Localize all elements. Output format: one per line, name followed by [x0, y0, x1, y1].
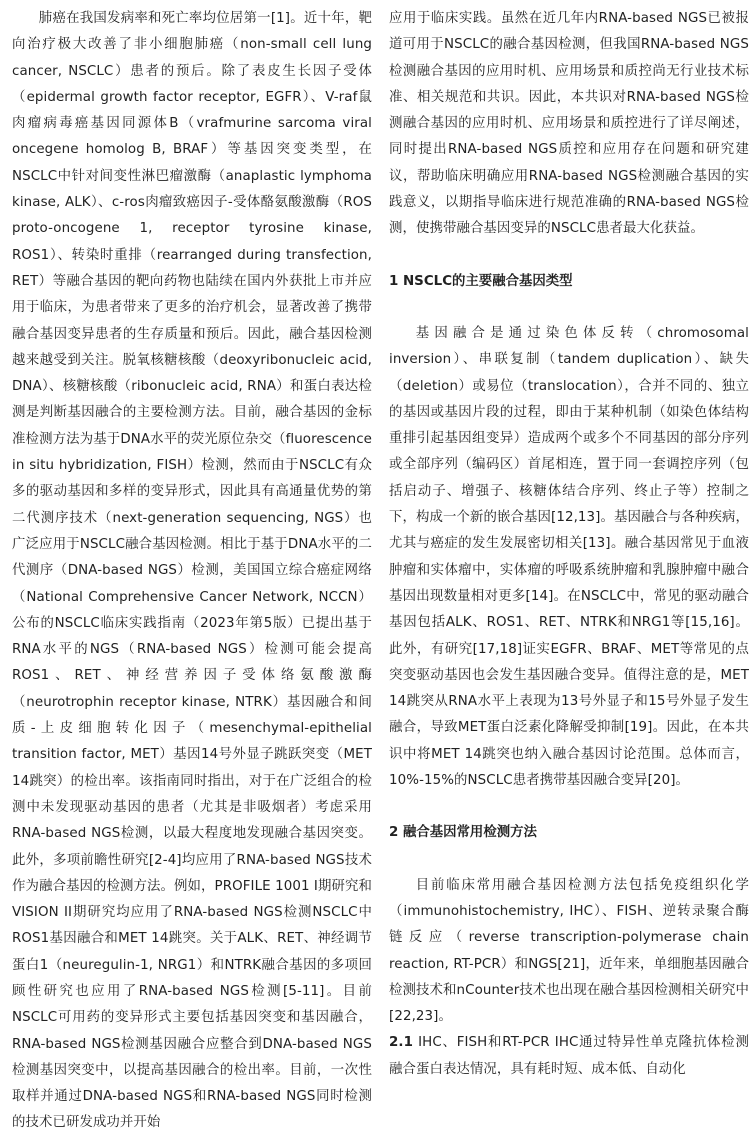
spacer — [389, 794, 749, 820]
body-paragraph: 肺癌在我国发病率和死亡率均位居第一[1]。近十年，靶向治疗极大改善了非小细胞肺癌（non-small cell lung cancer, NSCLC）患者的预后。除了表皮生长因子受体（epidermal growth factor receptor, EGFR）、V-raf鼠肉瘤病毒癌基因同源体B（vrafmurine sarcoma viral oncegene homolog B, BRAF）等基因突变类型，在NSCLC中针对间变性淋巴瘤激酶（anaplastic lymphoma kinase, ALK）、c-ros肉瘤致癌因子-受体酪氨酸激酶（ROS proto-oncogene 1, receptor tyrosine kinase, ROS1）、转染时重排（rearranged during transfection, RET）等融合基因的靶向药物也陆续在国内外获批上市并应用于临床，为患者带来了更多的治疗机会，显著改善了携带融合基因变异患者的生存质量和预后。因此，融合基因检测越来越受到关注。脱氧核糖核酸（deoxyribonucleic acid, DNA）、核糖核酸（ribonucleic acid, RNA）和蛋白表达检测是判断基因融合的主要检测方法。目前，融合基因的金标准检测方法为基于DNA水平的荧光原位杂交（fluorescence in situ hybridization, FISH）检测，然而由于NSCLC有众多的驱动基因和多样的变异形式，因此具有高通量优势的第二代测序技术（next-generation sequencing, NGS）也广泛应用于NSCLC融合基因检测。相比于基于DNA水平的二代测序（DNA-based NGS）检测，美国国立综合癌症网络（National Comprehensive Cancer Network, NCCN）公布的NSCLC临床实践指南（2023年第5版）已提出基于RNA水平的NGS（RNA-based NGS）检测可能会提高ROS1、RET、神经营养因子受体络氨酸激酶（neurotrophin receptor kinase, NTRK）基因融合和间质-上皮细胞转化因子（mesenchymal-epithelial transition factor, MET）基因14号外显子跳跃突变（MET 14跳突）的检出率。该指南同时指出，对于在广泛组合的检测中未发现驱动基因的患者（尤其是非吸烟者）考虑采用RNA-based NGS检测，以最大程度地发现融合基因突变。此外，多项前瞻性研究[2-4]均应用了RNA-based NGS技术作为融合基因的检测方法。例如，PROFILE 1001 I期研究和VISION II期研究均应用了RNA-based NGS检测NSCLC中ROS1基因融合和MET 14跳突。关于ALK、RET、神经调节蛋白1（neuregulin-1, NRG1）和NTRK融合基因的多项回顾性研究也应用了RNA-based NGS检测[5-11]。目前NSCLC可用药的变异形式主要包括基因突变和基因融合，RNA-based NGS检测基因融合应整合到DNA-based NGS检测基因突变中，以提高基因融合的检出率。目前，一次性取样并通过DNA-based NGS和RNA-based NGS同时检测的技术已研发成功并开始 — [12, 11, 372, 1131]
body-paragraph: 基因融合是通过染色体反转（chromosomal inversion）、串联复制（tandem duplication）、缺失（deletion）或易位（translocation），合并不同的、独立的基因或基因片段的过程，即由于某种机制（如染色体结构重排引起基因组变异）造成两个或多个不同基因的部分序列或全部序列（编码区）首尾相连，置于同一套调控序列（包括启动子、增强子、核糖体结合序列、终止子等）控制之下，构成一个新的嵌合基因[12,13]。基因融合与各种疾病，尤其与癌症的发生发展密切相关[13]。融合基因常见于血液肿瘤和实体瘤中，实体瘤的呼吸系统肿瘤和乳腺肿瘤中融合基因出现数量相对更多[14]。在NSCLC中，常见的驱动融合基因包括ALK、ROS1、RET、NTRK和NRG1等[15,16]。此外，有研究[17,18]证实EGFR、BRAF、MET等常见的点突变驱动基因也会发生基因融合变异。值得注意的是，MET 14跳突从RNA水平上表现为13号外显子和15号外显子发生融合，导致MET蛋白泛素化降解受抑制[19]。因此，在本共识中将MET 14跳突也纳入融合基因讨论范围。总体而言，10%-15%的NSCLC患者携带基因融合变异[20]。 — [389, 325, 749, 789]
subsection-number: 2.1 — [389, 1035, 414, 1051]
body-paragraph: 应用于临床实践。虽然在近几年内RNA-based NGS已被报道可用于NSCLC的融合基因检测，但我国RNA-based NGS检测融合基因的应用时机、应用场景和质控尚无行业技术标准、相关规范和共识。因此，本共识对RNA-based NGS检测融合基因的应用时机、应用场景和质控进行了详尽阐述，同时提出RNA-based NGS质控和应用存在问题和研究建议，帮助临床明确应用RNA-based NGS检测融合基因的实践意义，以期指导临床进行规范准确的RNA-based NGS检测，使携带融合基因变异的NSCLC患者最大化获益。 — [389, 11, 749, 237]
body-paragraph: 目前临床常用融合基因检测方法包括免疫组织化学（immunohistochemistry, IHC）、FISH、逆转录聚合酶链反应（reverse transcription-polymerase chain reaction, RT-PCR）和NGS[21]，近年来，单细胞基因融合检测技术和nCounter技术也出现在融合基因检测相关研究中[22,23]。 — [389, 877, 749, 1025]
spacer — [389, 243, 749, 269]
section-heading: 2 融合基因常用检测方法 — [389, 825, 537, 841]
subsection-text: IHC、FISH和RT-PCR IHC通过特异性单克隆抗体检测融合蛋白表达情况，具有耗时短、成本低、自动化 — [389, 1035, 749, 1077]
spacer — [389, 295, 749, 321]
spacer — [389, 847, 749, 873]
right-column — [389, 6, 749, 1083]
subsection-paragraph — [389, 1030, 749, 1083]
left-column — [12, 6, 372, 1137]
section-heading: 1 NSCLC的主要融合基因类型 — [389, 273, 573, 289]
